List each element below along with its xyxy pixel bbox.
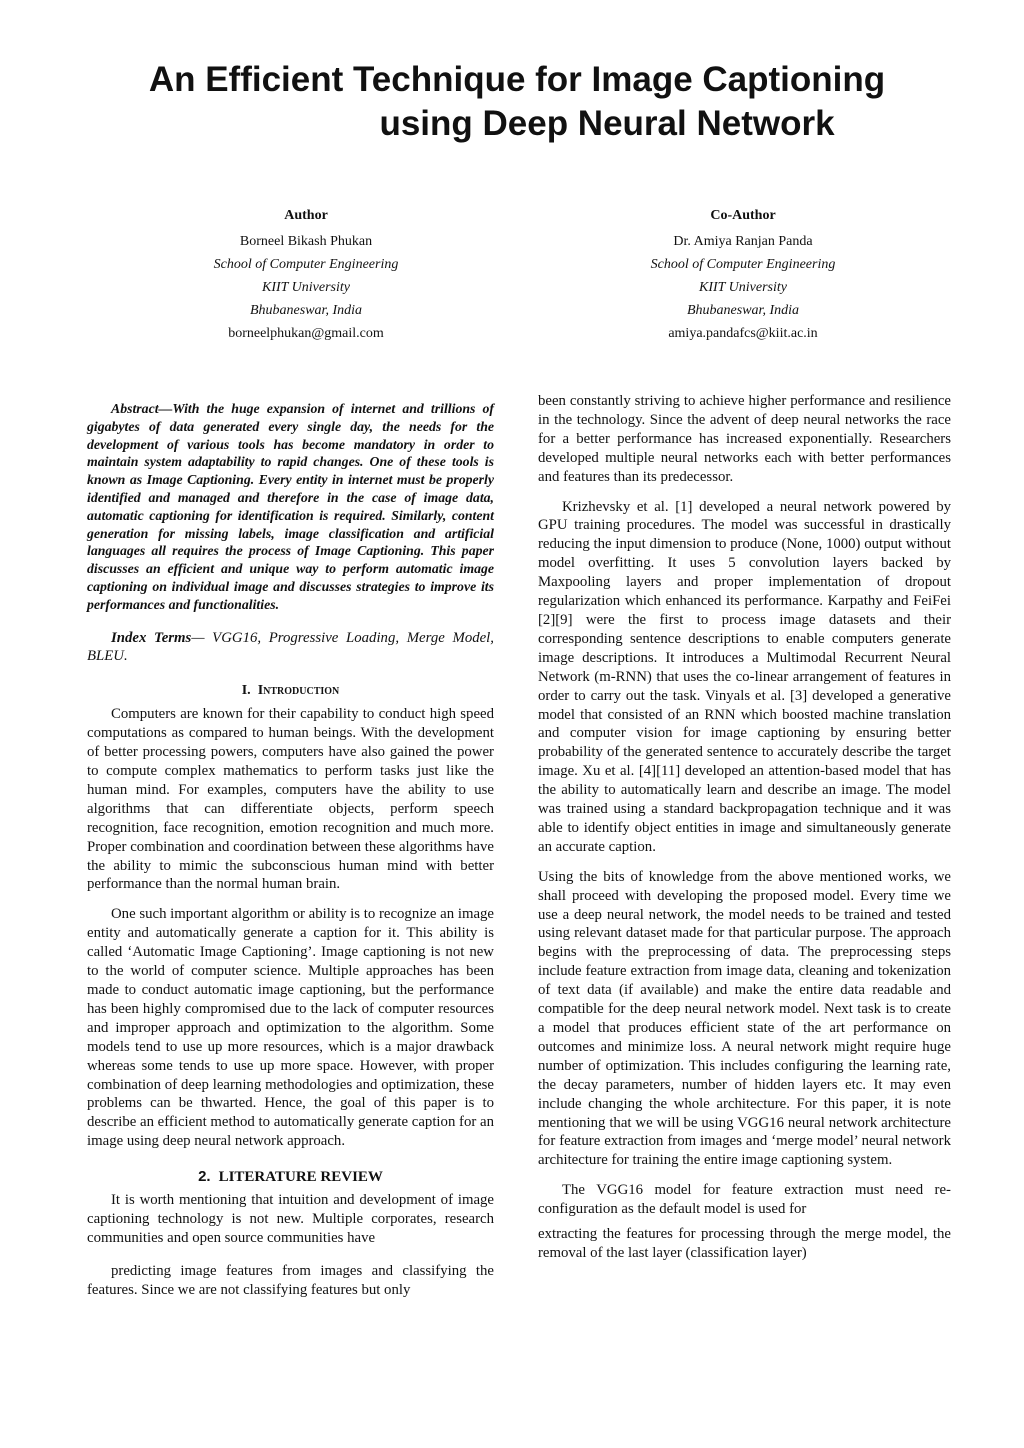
author-block bbox=[156, 204, 456, 345]
author-email: borneelphukan@gmail.com bbox=[228, 326, 384, 341]
co-author-school: School of Computer Engineering bbox=[650, 257, 836, 272]
author-role: Author bbox=[284, 208, 328, 223]
right-paragraph-4: The VGG16 model for feature extraction must need re-configuration as the default model is used for bbox=[538, 1182, 951, 1218]
co-author-university: KIIT University bbox=[698, 280, 787, 295]
section-1-number: I. bbox=[241, 683, 251, 699]
abstract-label: Abstract bbox=[111, 401, 159, 416]
intro-paragraph-1: Computers are known for their capability to conduct high speed computations as compared to human beings. With the development of better processing powers, computers have also gained the power to compute complex mathematics to perform tasks just like the human mind. For examples, computers have the ability to use algorithms that can differentiate objects, perform speech recognition, face recognition, emotion recognition and much more. Proper combination and coordination between these algorithms have the ability to mimic the subconscious human mind with better performance than the normal human brain. bbox=[87, 706, 494, 893]
author-location: Bhubaneswar, India bbox=[250, 303, 362, 318]
author-university: KIIT University bbox=[261, 280, 350, 295]
title-line-1: An Efficient Technique for Image Captioning bbox=[148, 60, 886, 99]
co-author-location: Bhubaneswar, India bbox=[687, 303, 799, 318]
index-terms-text: — VGG16, Progressive Loading, Merge Model, BLEU. bbox=[87, 629, 494, 665]
title-line-2: using Deep Neural Network bbox=[379, 104, 835, 143]
right-paragraph-1: been constantly striving to achieve higher performance and resilience in the technology. Since the advent of deep neural networks the race for a better performance has increased exponentially. Researchers developed multiple neural networks each with better performances and features than its predecessor. bbox=[538, 393, 951, 485]
literature-paragraph-2: predicting image features from images and classifying the features. Since we are not classifying features but only bbox=[87, 1262, 494, 1298]
literature-paragraph-1: It is worth mentioning that intuition and development of image captioning technology is not new. Multiple corporates, research communities and open source communities have bbox=[87, 1192, 494, 1246]
abstract-text: —With the huge expansion of internet and trillions of gigabytes of data generated every single day, the needs for the development of various tools has become mandatory in order to maintain system adaptability to rapid changes. One of these tools is known as Image Captioning. Every entity in internet must be properly identified and managed and therefore in the case of image data, automatic captioning for identification is required. Similarly, content generation for missing labels, image classification and artificial languages all requires the process of Image Captioning. This paper discusses an efficient and unique way to perform automatic image captioning on individual image and discusses strategies to improve its performances and functionalities. bbox=[87, 401, 494, 612]
section-2-heading bbox=[87, 1168, 494, 1187]
right-paragraph-3: Using the bits of knowledge from the above mentioned works, we shall proceed with developing the proposed model. Every time we use a deep neural network, the model needs to be trained and tested using relevant dataset made for that particular purpose. The approach begins with the preprocessing of data. The preprocessing steps include feature extraction from image data, cleaning and tokenization of text data (if available) and make the entire data readable and compatible for the deep neural network model. Next task is to create a model that produces efficient state of the art performance on outcomes and minimize loss. A neural network might require huge number of optimization. This includes configuring the learning rate, the decay parameters, number of hidden layers etc. It may even include changing the whole architecture. For this paper, it is note mentioning that we will be using VGG16 neural network architecture for feature extraction from images and ‘merge model’ neural network architecture for training the entire image captioning system. bbox=[538, 868, 951, 1169]
co-author-email: amiya.pandafcs@kiit.ac.in bbox=[668, 326, 818, 341]
abstract bbox=[87, 400, 494, 614]
author-school: School of Computer Engineering bbox=[213, 257, 399, 272]
co-author-name: Dr. Amiya Ranjan Panda bbox=[673, 234, 813, 249]
section-2-number: 2. bbox=[198, 1168, 211, 1186]
section-1-heading bbox=[87, 682, 494, 701]
co-author-block bbox=[593, 204, 893, 345]
right-paragraph-5: extracting the features for processing through the merge model, the removal of the last layer (classification layer) bbox=[538, 1226, 951, 1261]
index-terms bbox=[87, 629, 494, 667]
section-1-title: Introduction bbox=[257, 683, 340, 699]
right-column bbox=[538, 392, 951, 1263]
section-2-title: LITERATURE REVIEW bbox=[218, 1169, 383, 1186]
index-terms-label: Index Terms bbox=[111, 629, 192, 646]
left-column bbox=[87, 400, 494, 1300]
right-paragraph-2: Krizhevsky et al. [1] developed a neural network powered by GPU training procedures. The model was successful in drastically reducing the input dimension to produce (None, 1000) output without model overfitting. It uses 5 convolution layers backed by Maxpooling layers and proper implementation of dropout regularization which enhanced its performance. Karpathy and FeiFei [2][9] were the first to process image datasets and their corresponding sentence descriptions to enable computers generate image descriptions. It introduces a Multimodal Recurrent Neural Network (m-RNN) that uses the co-linear arrangement of features in order to carry out the task. Vinyals et al. [3] developed a generative model that consisted of an RNN which boosted machine translation and computer vision for image captioning by ensuring better probability of the generated sentence to accurately describe the target image. Xu et al. [4][11] developed an attention-based model that has the ability to automatically learn and describe an image. The model was trained using a standard backpropagation technique and it was able to identify object entities in image and simultaneously generate an accurate caption. bbox=[538, 498, 951, 855]
co-author-role: Co-Author bbox=[710, 208, 776, 223]
intro-paragraph-2: One such important algorithm or ability is to recognize an image entity and automatically generate a caption for it. This ability is called ‘Automatic Image Captioning’. Image captioning is not new to the world of computer science. Multiple approaches has been made to conduct automatic image captioning, but the performance has been highly compromised due to the lack of computer resources and improper approach and optimization to the algorithm. Some models tend to use up more resources, which is a major drawback whereas some tends to use up more space. However, with proper combination of deep learning methodologies and optimization, these problems can be thwarted. Hence, the goal of this paper is to describe an efficient method to automatically generate caption for an image using deep neural network approach. bbox=[87, 906, 494, 1150]
paper-title bbox=[0, 58, 1024, 146]
author-name: Borneel Bikash Phukan bbox=[239, 234, 373, 249]
